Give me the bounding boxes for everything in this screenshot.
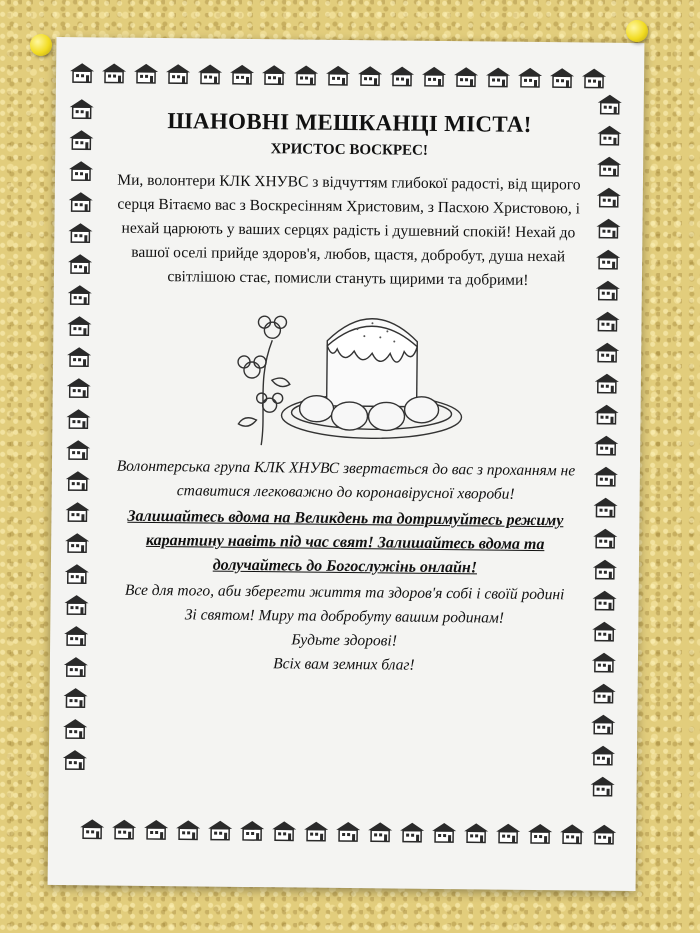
house-icon [68,97,96,119]
house-icon [593,310,621,332]
house-icon [580,66,608,88]
house-icon [484,65,512,87]
poster-content [100,99,594,679]
house-icon [164,62,192,84]
house-icon [590,823,618,845]
house-icon [590,589,618,611]
house-icon [65,314,93,336]
house-border-right [589,93,624,797]
house-icon [63,500,91,522]
poster-paper [48,37,645,891]
house-icon [174,818,202,840]
house-icon [132,62,160,84]
house-icon [594,279,622,301]
house-icon [594,217,622,239]
house-icon [398,821,426,843]
house-border-top [68,61,608,89]
house-icon [494,822,522,844]
house-icon [590,682,618,704]
house-icon [591,496,619,518]
house-icon [66,252,94,274]
house-icon [356,64,384,86]
greeting-text: Ми, волонтери КЛК ХНУВС з відчуттям глибокої радості, від щирого серця Вітаємо вас з Воскресінням Христовим, з Пасхою Христовою, і нехай царюють у ваших серцях радість і душевний спокій! Нехай до вашої оселі прийде здоров'я, любов, щастя, добробут, душа нехай світлішою стає, помисли стануть щирими та добрими! [117,171,581,289]
house-icon [68,61,96,83]
house-icon [420,65,448,87]
house-icon [260,63,288,85]
house-icon [595,186,623,208]
house-icon [595,155,623,177]
appeal-text: Волонтерська група КЛК ХНУВС звертається до вас з проханням не ставитися легковажно до коронавірусної хвороби! [116,457,576,503]
house-icon [66,283,94,305]
house-icon [592,434,620,456]
house-icon [67,159,95,181]
house-border-bottom [78,817,618,845]
house-icon [593,341,621,363]
house-icon [228,63,256,85]
house-icon [589,775,617,797]
poster-title: ШАНОВНІ МЕШКАНЦІ МІСТА! [167,108,532,137]
house-icon [67,190,95,212]
house-icon [526,822,554,844]
house-icon [334,820,362,842]
house-icon [64,438,92,460]
house-icon [590,651,618,673]
house-icon [292,63,320,85]
house-icon [596,93,624,115]
wish-text-1: Зі святом! Миру та добробуту вашим родинам! [184,606,505,627]
house-icon [63,531,91,553]
house-icon [516,66,544,88]
house-icon [324,64,352,86]
house-icon [67,128,95,150]
house-icon [592,403,620,425]
house-icon [142,818,170,840]
house-icon [595,124,623,146]
house-icon [62,593,90,615]
house-icon [64,407,92,429]
house-icon [238,819,266,841]
house-icon [65,376,93,398]
house-icon [62,624,90,646]
house-icon [100,61,128,83]
house-icon [270,819,298,841]
house-icon [62,655,90,677]
house-icon [61,686,89,708]
pushpin [626,20,648,42]
house-icon [302,820,330,842]
house-icon [78,817,106,839]
house-icon [430,821,458,843]
poster-subtitle: ХРИСТОС ВОСКРЕС! [270,141,429,159]
house-icon [196,62,224,84]
house-icon [590,620,618,642]
house-icon [388,64,416,86]
house-icon [462,821,490,843]
house-icon [591,527,619,549]
house-icon [594,248,622,270]
house-icon [589,744,617,766]
wish-text-2: Будьте здорові! [291,631,398,650]
house-icon [589,713,617,735]
house-icon [548,66,576,88]
house-icon [592,465,620,487]
stay-home-text: Залишайтесь вдома на Великдень та дотримуйтесь режиму карантину навіть під час свят! Залишайтесь вдома та долучайтесь до Богослужінь онлайн! [127,507,564,577]
house-icon [206,819,234,841]
house-icon [66,221,94,243]
pushpin [30,34,52,56]
house-icon [558,822,586,844]
house-border-left [61,97,96,770]
easter-cake-illustration [221,300,473,453]
house-icon [63,562,91,584]
wish-text-3: Всіх вам земних благ! [273,655,415,674]
house-icon [110,818,138,840]
house-icon [452,65,480,87]
house-icon [61,748,89,770]
house-icon [591,558,619,580]
house-icon [65,345,93,367]
house-icon [593,372,621,394]
house-icon [64,469,92,491]
house-icon [61,717,89,739]
reason-text: Все для того, аби зберегти життя та здоров'я собі і своїй родині [124,581,565,604]
house-icon [366,820,394,842]
